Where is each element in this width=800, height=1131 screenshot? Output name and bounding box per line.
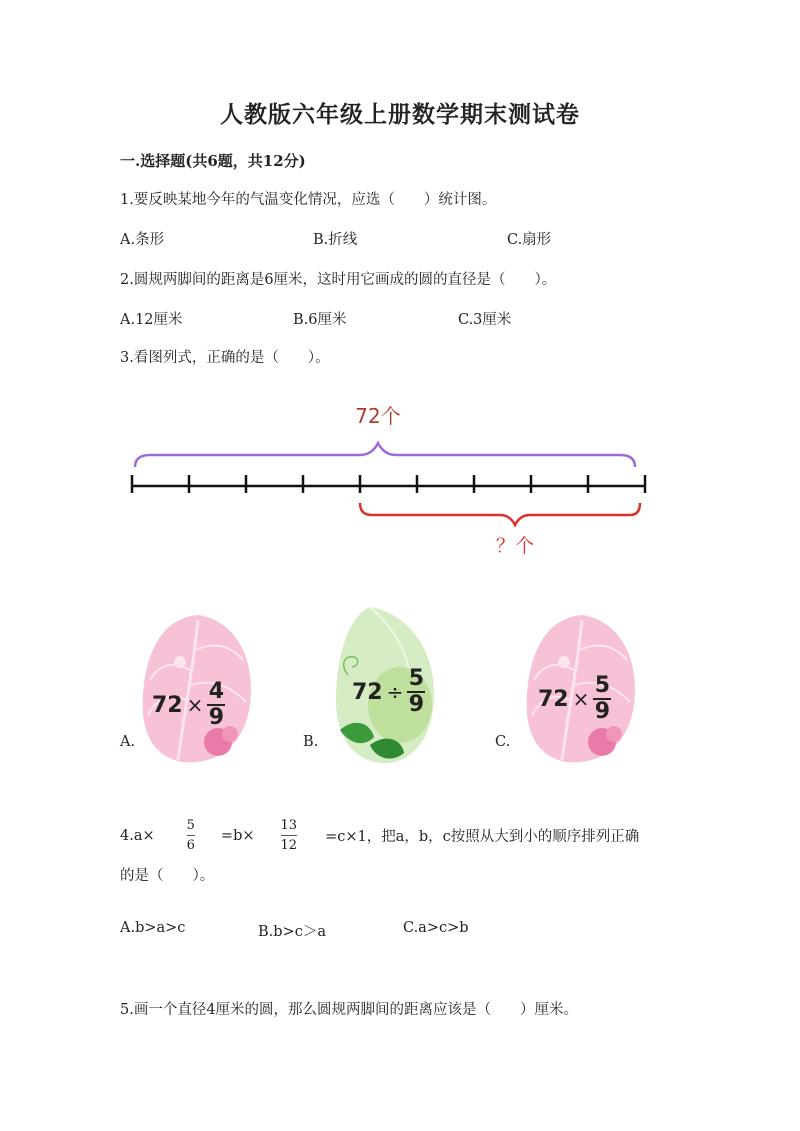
q3-option-a-card[interactable] xyxy=(138,610,258,774)
q2-option-b[interactable]: B.6厘米 xyxy=(293,312,347,328)
q3-c-operator: × xyxy=(572,687,590,711)
q3-a-numerator: 4 xyxy=(208,679,225,704)
q4-f2-denominator: 12 xyxy=(280,838,298,853)
total-brace xyxy=(135,443,635,467)
q4-prefix: 4.a× xyxy=(120,827,155,844)
q3-b-denominator: 9 xyxy=(408,692,425,717)
question-4-text xyxy=(120,818,639,853)
question-1-text: 1.要反映某地今年的气温变化情况，应选（ ）统计图。 xyxy=(120,192,497,208)
q1-option-c[interactable]: C.扇形 xyxy=(507,232,552,248)
q4-mid: =b× xyxy=(220,827,255,844)
q3-c-numerator: 5 xyxy=(594,673,611,698)
q4-fraction-1 xyxy=(187,818,195,853)
section-heading: 一.选择题(共6题，共12分) xyxy=(120,152,306,170)
q3-b-numerator: 5 xyxy=(408,666,425,691)
q4-fraction-2 xyxy=(281,818,298,853)
total-label: 72个 xyxy=(355,404,401,428)
q1-option-b[interactable]: B.折线 xyxy=(313,232,358,248)
part-label: ？个 xyxy=(495,535,535,557)
q1-option-a[interactable]: A.条形 xyxy=(120,232,165,248)
q3-option-b-letter[interactable]: B. xyxy=(303,734,319,750)
q3-c-denominator: 9 xyxy=(594,699,611,724)
segment-diagram xyxy=(120,395,660,565)
q3-a-whole: 72 xyxy=(152,692,183,718)
q3-b-whole: 72 xyxy=(352,679,383,705)
segment-ticks xyxy=(132,475,645,493)
q4-option-a[interactable]: A.b>a>c xyxy=(120,920,186,936)
q4-f1-numerator: 5 xyxy=(186,818,195,833)
q4-option-b[interactable]: B.b>c＞a xyxy=(258,924,326,940)
q3-a-operator: × xyxy=(186,693,204,717)
q2-option-a[interactable]: A.12厘米 xyxy=(120,312,183,328)
q4-f1-denominator: 6 xyxy=(186,838,195,853)
q3-b-operator: ÷ xyxy=(386,680,404,704)
q4-option-c[interactable]: C.a>c>b xyxy=(403,920,469,936)
part-brace xyxy=(360,503,640,525)
q2-option-c[interactable]: C.3厘米 xyxy=(458,312,512,328)
q3-option-a-letter[interactable]: A. xyxy=(120,734,136,750)
question-5-text: 5.画一个直径4厘米的圆，那么圆规两脚间的距离应该是（ ）厘米。 xyxy=(120,1002,579,1018)
q3-option-c-letter[interactable]: C. xyxy=(495,734,511,750)
question-2-text: 2.圆规两脚间的距离是6厘米，这时用它画成的圆的直径是（ ）。 xyxy=(120,272,557,288)
q3-option-b-card[interactable] xyxy=(330,605,440,774)
q3-option-c-card[interactable] xyxy=(522,610,642,774)
page-title: 人教版六年级上册数学期末测试卷 xyxy=(220,101,580,128)
question-3-text: 3.看图列式，正确的是（ ）。 xyxy=(120,350,330,366)
q3-c-whole: 72 xyxy=(538,686,569,712)
q4-f2-numerator: 13 xyxy=(280,818,298,833)
q3-a-denominator: 9 xyxy=(208,705,225,730)
q4-suffix: =c×1，把a，b，c按照从大到小的顺序排列正确 xyxy=(325,829,640,845)
question-4-line-2: 的是（ ）。 xyxy=(120,868,215,884)
